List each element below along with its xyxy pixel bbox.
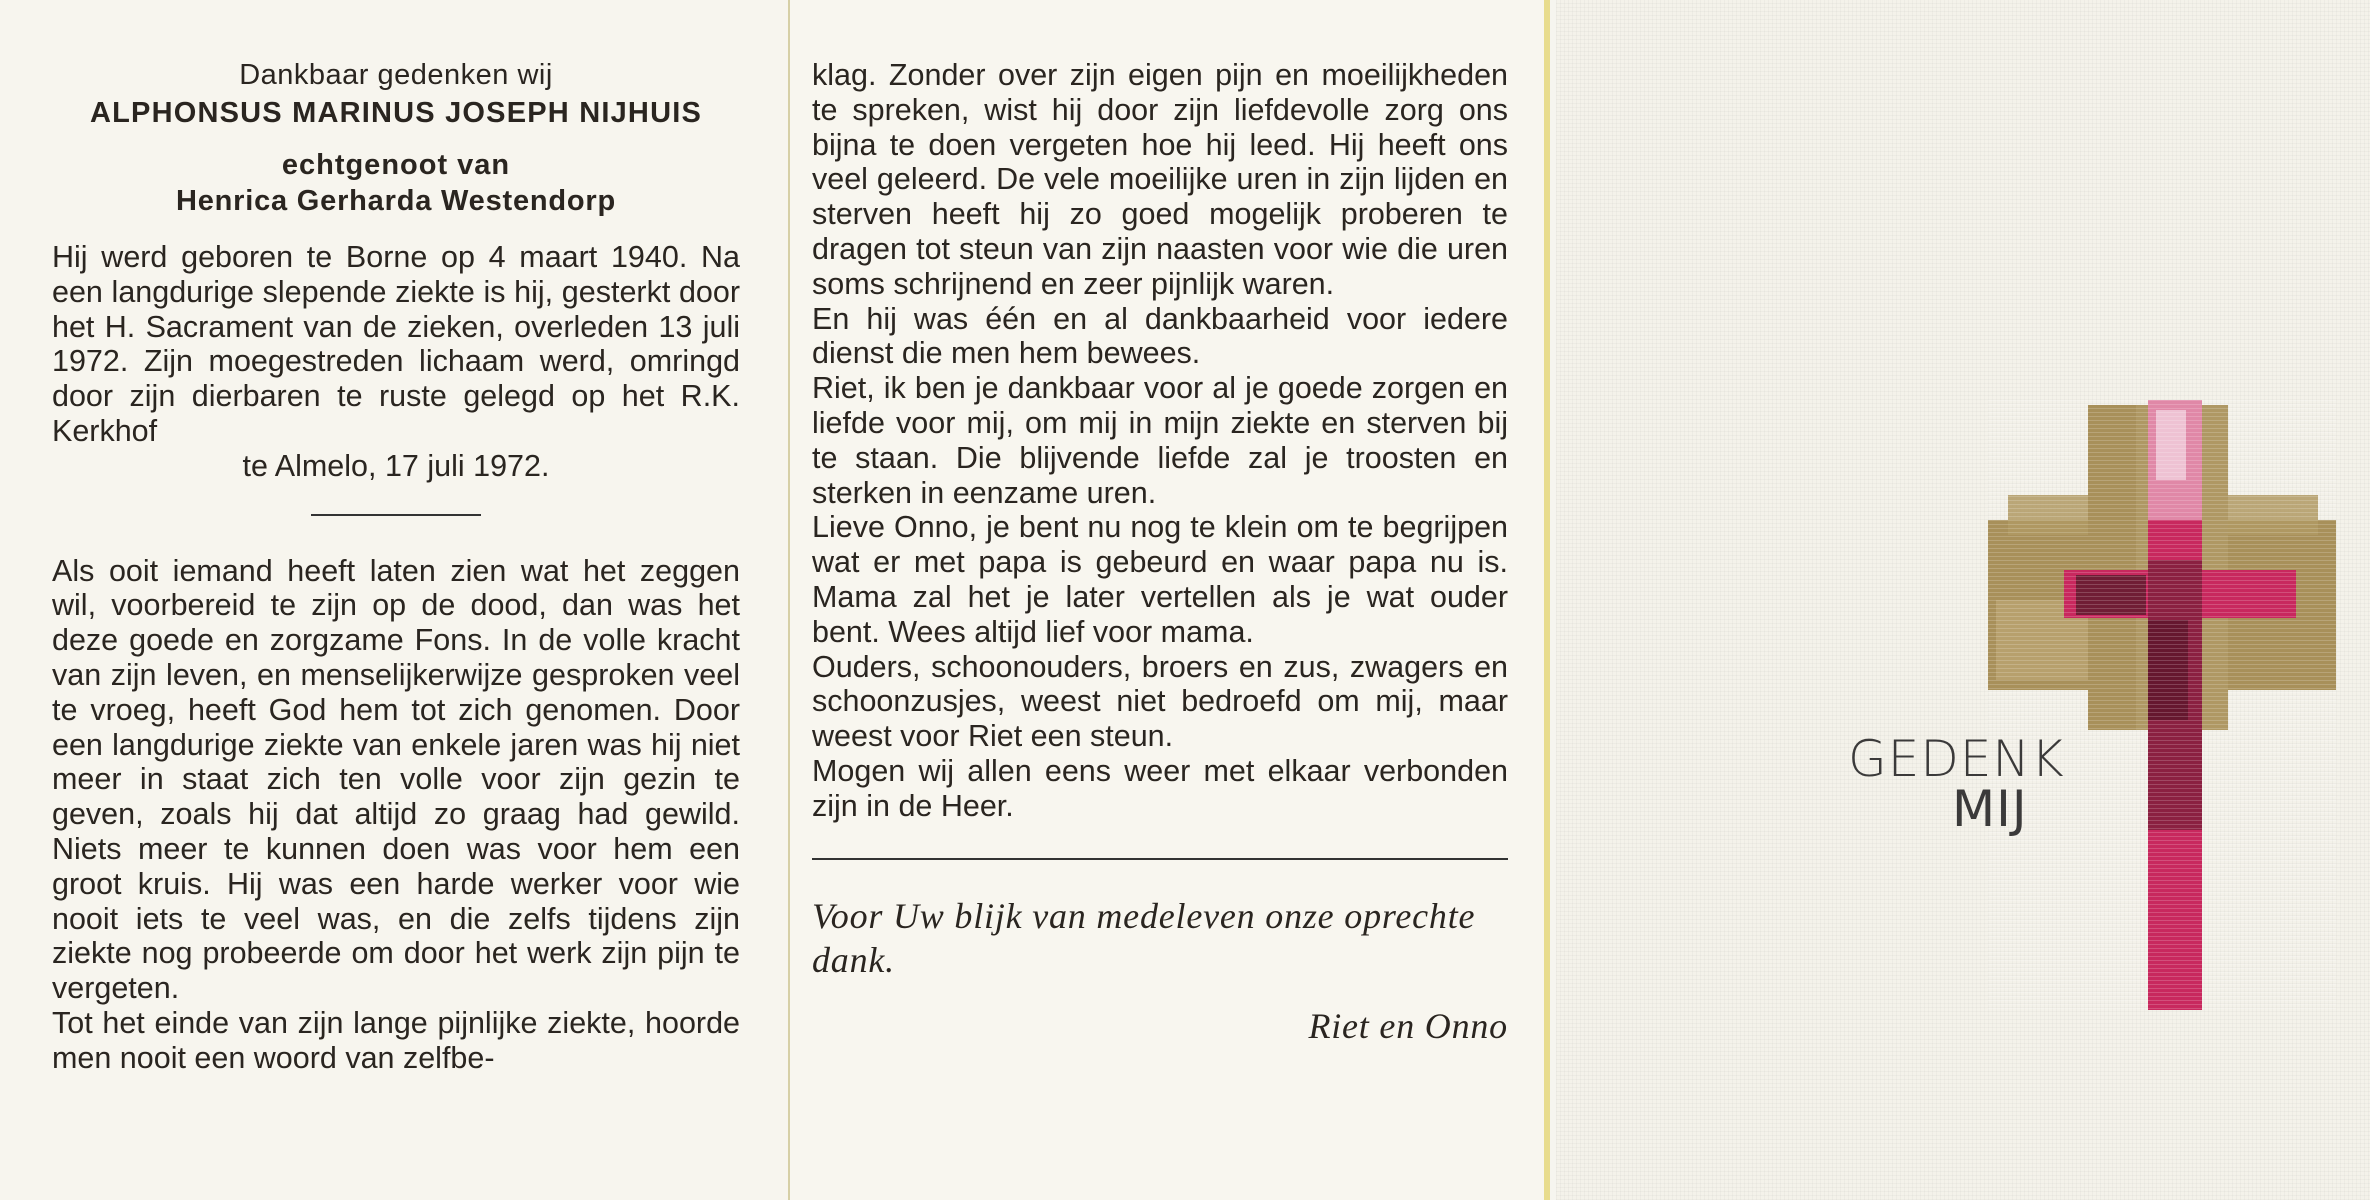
biography-last-line: te Almelo, 17 juli 1972.	[242, 448, 550, 483]
tribute-paragraph: Ouders, schoonouders, broers en zus, zwagers en schoonzusjes, weest niet bedroefd om mij, maar weest voor Riet een steun.	[812, 649, 1508, 754]
tribute-paragraph: En hij was één en al dankbaarheid voor iedere dienst die men hem bewees.	[812, 301, 1508, 371]
divider	[311, 514, 481, 516]
tribute-paragraph: Als ooit iemand heeft laten zien wat het zeggen wil, voorbereid te zijn op de dood, dan was het deze goede en zorgzame Fons. In de volle kracht van zijn leven, en menselijkerwijze gesproken veel te vroeg, heeft God hem tot zich genomen. Door een langdurige ziekte van enkele jaren was hij niet meer in staat zich ten volle voor zijn gezin te geven, zoals hij dat altijd zo graag had gewild. Niets meer te kunnen doen was voor hem een groot kruis. Hij was een harde werker voor wie nooit iets te veel was, en die zelfs tijdens zijn ziekte nog probeerde om door het werk zijn pijn te vergeten.	[52, 553, 740, 1006]
tribute-paragraph: Lieve Onno, je bent nu nog te klein om te begrijpen wat er met papa is gebeurd en waar papa nu is. Mama zal het je later vertellen als je wat ouder bent. Wees altijd lief voor mama.	[812, 510, 1508, 649]
biography	[52, 240, 740, 484]
thanks-text: Voor Uw blijk van medeleven onze oprechte dank.	[812, 895, 1476, 980]
tribute-paragraph: Riet, ik ben je dankbaar voor al je goede zorgen en liefde voor mij, om mij in mijn ziekte en sterven bij te staan. Die blijvende liefde zal je troosten en sterken in eenzame uren.	[812, 371, 1508, 510]
spouse-label: echtgenoot van	[281, 149, 511, 181]
biography-text: Hij werd geboren te Borne op 4 maart 1940. Na een langdurige slepende ziekte is hij, gesterkt door het H. Sacrament van de zieken, overleden 13 juli 1972. Zijn moegestreden lichaam werd, omringd door zijn dierbaren te ruste gelegd op het R.K. Kerkhof	[52, 240, 740, 448]
cover-page	[1556, 0, 2370, 1200]
tribute-paragraph: klag. Zonder over zijn eigen pijn en moeilijkheden te spreken, wist hij door zijn liefdevolle zorg ons bijna te doen vergeten hoe hij leed. Hij heeft ons veel geleerd. De vele moeilijke uren in zijn lijden en sterven heeft hij zo goed mogelijk proberen te dragen tot steun van zijn naasten voor wie die uren soms schrijnend en zeer pijnlijk waren.	[812, 58, 1508, 301]
signature: Riet en Onno	[1308, 1005, 1508, 1046]
deceased-name: ALPHONSUS MARINUS JOSEPH NIJHUIS	[89, 97, 703, 129]
cover-subtitle: MIJ	[1952, 780, 2028, 838]
header-line: Dankbaar gedenken wij	[239, 59, 553, 91]
spouse-name: Henrica Gerharda Westendorp	[175, 185, 617, 217]
tribute-paragraph: Tot het einde van zijn lange pijnlijke ziekte, hoorde men nooit een woord van zelfbe-	[52, 1005, 740, 1075]
cross-illustration	[1556, 0, 2370, 1200]
memorial-header	[52, 58, 740, 218]
cover-title: GEDENK	[1848, 730, 2065, 788]
middle-page	[790, 0, 1550, 1200]
left-page	[0, 0, 790, 1200]
tribute-paragraph: Mogen wij allen eens weer met elkaar verbonden zijn in de Heer.	[812, 753, 1508, 823]
divider	[812, 858, 1508, 860]
